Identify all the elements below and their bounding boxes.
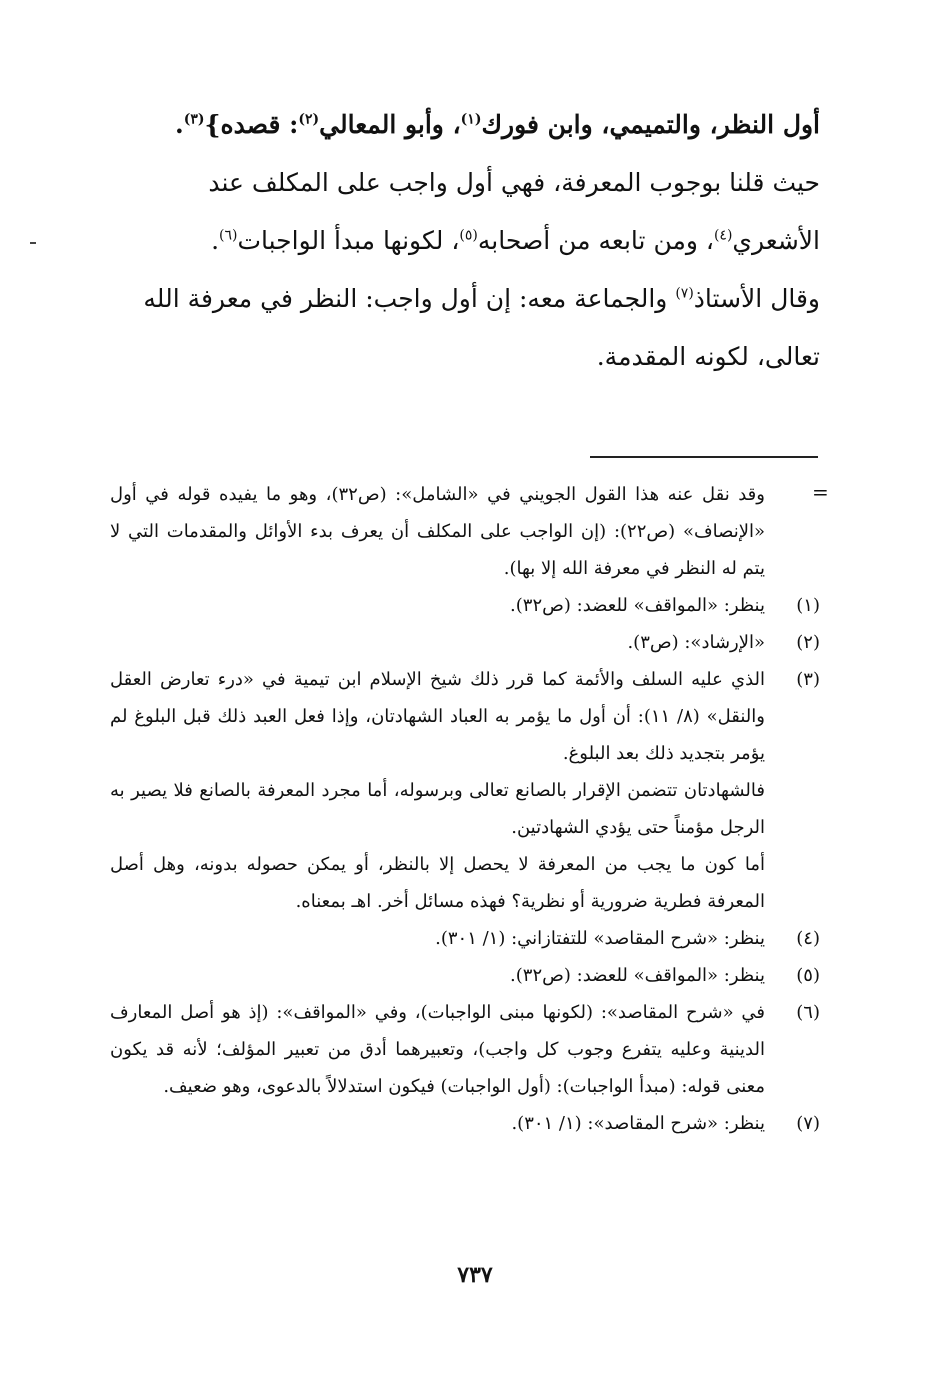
- footnote-paragraph: ينظر: «المواقف» للعضد: (ص٣٢).: [510, 595, 765, 616]
- footnote-paragraph: ينظر: «شرح المقاصد» للتفتازاني: (١/ ٣٠١).: [435, 928, 765, 949]
- footnote-6: [110, 994, 820, 1105]
- footnote-paragraph: فالشهادتان تتضمن الإقرار بالصانع تعالى وبرسوله، أما مجرد المعرفة بالصانع فلا يصير به الرجل مؤمناً حتى يؤدي الشهادتين.: [110, 780, 765, 838]
- footnote-2: [110, 624, 820, 661]
- main-line-1: أول النظر، والتميمي، وابن فورك$^{(١)}$، وأبو المعالي$^{(٢)}$: قصده}$^{(٣)}$.: [174, 110, 820, 139]
- footnote-7: [110, 1105, 820, 1142]
- footnote-number: (٦): [796, 1002, 820, 1023]
- footnote-ref-7[interactable]: (٧): [675, 285, 694, 302]
- footnote-paragraph: ينظر: «شرح المقاصد»: (١/ ٣٠١).: [511, 1113, 765, 1134]
- footnote-ref-6[interactable]: (٦): [219, 227, 238, 244]
- footnote-ref-3[interactable]: (٣): [183, 111, 205, 128]
- page-number: ٧٣٧: [457, 1262, 493, 1288]
- footnote-ref-2[interactable]: (٢): [298, 111, 320, 128]
- footnote-5: [110, 957, 820, 994]
- footnote-number: (٢): [796, 632, 820, 653]
- footnote-continuation: [110, 476, 820, 587]
- footnote-paragraph: «الإرشاد»: (ص٣).: [627, 632, 765, 653]
- footnotes: [110, 476, 820, 1142]
- footnote-3: [110, 661, 820, 920]
- main-text: [110, 96, 820, 386]
- margin-mark: [30, 242, 36, 244]
- footnote-paragraph: الذي عليه السلف والأئمة كما قرر ذلك شيخ الإسلام ابن تيمية في «درء تعارض العقل والنقل» (٨/ ١١): أن أول ما يؤمر به العباد الشهادتان، وإذا فعل العبد ذلك قبل البلوغ لم يؤمر بتجديد ذلك بعد البلوغ.: [110, 669, 765, 764]
- footnote-number: (١): [796, 595, 820, 616]
- footnote-number: (٤): [796, 928, 820, 949]
- footnote-1: [110, 587, 820, 624]
- main-line-4: وقال الأستاذ$^{(٧)}$ والجماعة معه: إن أول واجب: النظر في معرفة الله: [143, 284, 820, 313]
- footnote-number: (٣): [796, 669, 820, 690]
- footnote-4: [110, 920, 820, 957]
- footnote-paragraph: ينظر: «المواقف» للعضد: (ص٣٢).: [510, 965, 765, 986]
- footnote-paragraph: أما كون ما يجب من المعرفة لا يحصل إلا بالنظر، أو يمكن حصوله بدونه، وهل أصل المعرفة فطرية ضرورية أو نظرية؟ فهذه مسائل أخر. اهـ بمعناه.: [110, 854, 765, 912]
- footnote-paragraph: وقد نقل عنه هذا القول الجويني في «الشامل»: (ص٣٢)، وهو ما يفيده قوله في أول «الإنصاف» (ص٢٢): (إن الواجب على المكلف أن يعرف بدء الأوائل والمقدمات التي لا يتم له النظر في معرفة الله إلا بها).: [110, 484, 766, 579]
- main-line-2: حيث قلنا بوجوب المعرفة، فهي أول واجب على المكلف عند: [208, 168, 820, 197]
- footnote-paragraph: في «شرح المقاصد»: (لكونها مبنى الواجبات)، وفي «المواقف»: (إذ هو أصل المعارف الدينية وعليه يتفرع وجوب كل واجب)، وتعبيرهما أدق من تعبير المؤلف؛ لأنه قد يكون معنى قوله: (مبدأ الواجبات): (أول الواجبات) فيكون استدلالاً بالدعوى، وهو ضعيف.: [110, 1002, 765, 1097]
- continuation-mark: =: [812, 480, 829, 504]
- footnote-number: (٧): [796, 1113, 820, 1134]
- footnote-ref-5[interactable]: (٥): [459, 227, 478, 244]
- footnote-ref-4[interactable]: (٤): [713, 227, 733, 244]
- footnote-number: (٥): [796, 965, 820, 986]
- footnote-ref-1[interactable]: (١): [460, 111, 482, 128]
- main-line-3: الأشعري$^{(٤)}$، ومن تابعه من أصحابه$^{(٥)}$، لكونها مبدأ الواجبات$^{(٦)}$.: [211, 226, 820, 255]
- main-line-5: تعالى، لكونه المقدمة.: [596, 342, 820, 371]
- footnote-separator: [590, 456, 818, 458]
